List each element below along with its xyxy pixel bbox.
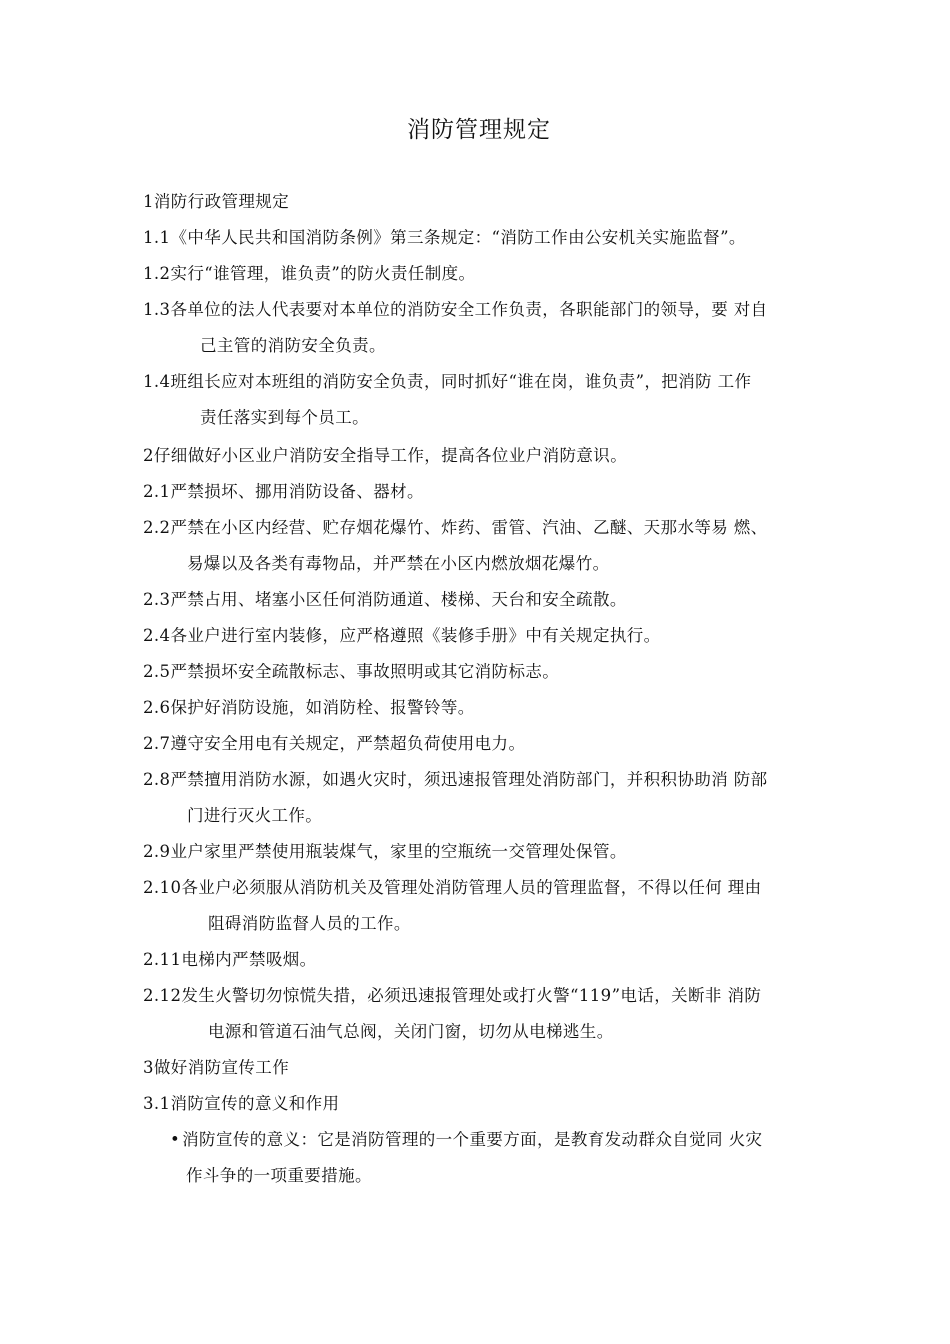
bullet-item-text: 消防宣传的意义：它是消防管理的一个重要方面，是教育发动群众自觉同 火灾 bbox=[182, 1130, 763, 1149]
paragraph-2-9: 2.9业户家里严禁使用瓶装煤气，家里的空瓶统一交管理处保管。 bbox=[143, 842, 627, 861]
paragraph-2-8-line2: 门进行灭火工作。 bbox=[187, 806, 323, 825]
paragraph-2-3: 2.3严禁占用、堵塞小区任何消防通道、楼梯、天台和安全疏散。 bbox=[143, 590, 627, 609]
paragraph-2-6: 2.6保护好消防设施，如消防栓、报警铃等。 bbox=[143, 698, 475, 717]
document-title: 消防管理规定 bbox=[407, 117, 551, 143]
paragraph-3-1: 3.1消防宣传的意义和作用 bbox=[143, 1094, 340, 1113]
paragraph-2-2-line2: 易爆以及各类有毒物品，并严禁在小区内燃放烟花爆竹。 bbox=[187, 554, 610, 573]
paragraph-1-4-line1: 1.4班组长应对本班组的消防安全负责，同时抓好“谁在岗，谁负责”，把消防 工作 bbox=[143, 372, 752, 391]
paragraph-2-1: 2.1严禁损坏、挪用消防设备、器材。 bbox=[143, 482, 424, 501]
paragraph-1-3-line2: 己主管的消防安全负责。 bbox=[200, 336, 386, 355]
paragraph-2-4: 2.4各业户进行室内装修，应严格遵照《装修手册》中有关规定执行。 bbox=[143, 626, 661, 645]
paragraph-2-10-line2: 阻碍消防监督人员的工作。 bbox=[208, 914, 411, 933]
section-2-heading: 2仔细做好小区业户消防安全指导工作，提高各位业户消防意识。 bbox=[143, 446, 628, 465]
paragraph-1-3-line1: 1.3各单位的法人代表要对本单位的消防安全工作负责，各职能部门的领导，要 对自 bbox=[143, 300, 768, 319]
paragraph-2-5: 2.5严禁损坏安全疏散标志、事故照明或其它消防标志。 bbox=[143, 662, 560, 681]
paragraph-1-2: 1.2实行“谁管理，谁负责”的防火责任制度。 bbox=[143, 264, 476, 283]
paragraph-2-2-line1: 2.2严禁在小区内经营、贮存烟花爆竹、炸药、雷管、汽油、乙醚、天那水等易 燃、 bbox=[143, 518, 768, 537]
paragraph-2-12-line1: 2.12发生火警切勿惊慌失措，必须迅速报管理处或打火警“119”电话，关断非 消防 bbox=[143, 986, 762, 1005]
bullet-item-line2: 作斗争的一项重要措施。 bbox=[186, 1166, 372, 1185]
section-1-heading: 1消防行政管理规定 bbox=[143, 192, 290, 211]
bullet-icon: • bbox=[170, 1130, 181, 1149]
bullet-item-line1 bbox=[170, 1128, 762, 1152]
section-3-heading: 3做好消防宣传工作 bbox=[143, 1058, 290, 1077]
paragraph-2-12-line2: 电源和管道石油气总阀，关闭门窗，切勿从电梯逃生。 bbox=[208, 1022, 614, 1041]
paragraph-1-1: 1.1《中华人民共和国消防条例》第三条规定：“消防工作由公安机关实施监督”。 bbox=[143, 228, 746, 247]
paragraph-2-11: 2.11电梯内严禁吸烟。 bbox=[143, 950, 317, 969]
paragraph-2-8-line1: 2.8严禁擅用消防水源，如遇火灾时，须迅速报管理处消防部门，并积积协助消 防部 bbox=[143, 770, 768, 789]
paragraph-1-4-line2: 责任落实到每个员工。 bbox=[200, 408, 369, 427]
paragraph-2-10-line1: 2.10各业户必须服从消防机关及管理处消防管理人员的管理监督，不得以任何 理由 bbox=[143, 878, 762, 897]
paragraph-2-7: 2.7遵守安全用电有关规定，严禁超负荷使用电力。 bbox=[143, 734, 526, 753]
